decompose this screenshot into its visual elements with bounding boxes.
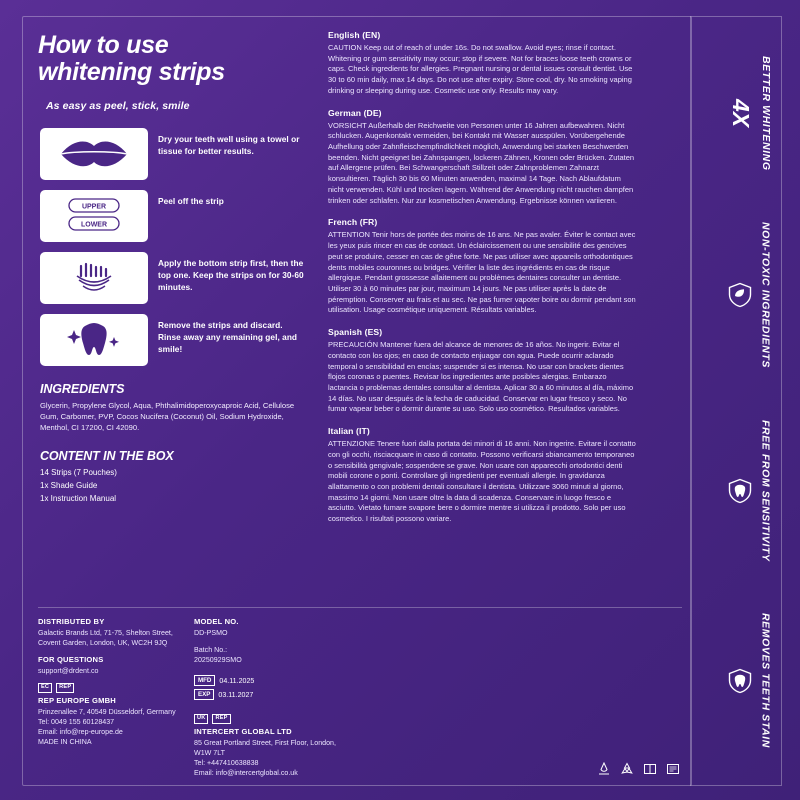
- step-text: Dry your teeth well using a towel or tissue for better results.: [158, 134, 300, 156]
- footer-block: [38, 607, 682, 778]
- manual-icon: [643, 762, 657, 776]
- svg-text:LOWER: LOWER: [80, 221, 108, 229]
- step-thumbnail: [40, 252, 148, 304]
- tooth-sparkle-icon: [727, 668, 753, 694]
- ec-rep-email: Email: info@rep-europe.de: [38, 727, 123, 736]
- uk-rep-tel: Tel: +447410638838: [194, 758, 259, 767]
- language-heading: German (DE): [328, 107, 382, 118]
- distributor-column: [38, 617, 178, 778]
- step-text: Apply the bottom strip first, then the top one. Keep the strips on for 30-60 minutes.: [158, 258, 304, 292]
- leaf-shield-icon: [727, 282, 753, 308]
- uk-rep-email: Email: info@intercertglobal.co.uk: [194, 768, 298, 777]
- recycle-icon: [620, 762, 634, 776]
- benefits-panel: [706, 30, 792, 774]
- language-body: PRECAUCIÓN Mantener fuera del alcance de menores de 16 años. No ingerir. Evitar el contacto con los ojos; en caso de contacto enjuagar con agua. Puede ocurrir aclarado temporal o sensibilidad en encías; suspender si es intensa. No usar con brackets dientes flojos coronas o puentes. Revisar los ingredientes ante posibles alergias. Embarazo lactancia o problemas dentales consultar al dentista. Aplicar 30 a 60 minutos al día, máximo 14 días. No usar después de la fecha de caducidad. Conservar en lugar fresco y seco. No fumar vapear beber o dormir durante su uso. Solo uso cosmético. Resultados variables.: [328, 340, 634, 414]
- hands-applying-strip-icon: [57, 258, 131, 298]
- warnings-column: [328, 30, 638, 536]
- exp-row: [194, 689, 354, 700]
- rep-tag: REP: [56, 683, 74, 693]
- language-block-fr: [328, 217, 638, 316]
- step-item: [40, 190, 306, 242]
- batch-value: 20250929SMO: [194, 656, 242, 665]
- step-item: [40, 128, 306, 180]
- keep-dry-icon: [597, 762, 611, 776]
- benefit-label: BETTER WHITENING: [760, 55, 772, 171]
- box-contents-heading: CONTENT IN THE BOX: [40, 449, 174, 463]
- step-text: Peel off the strip: [158, 196, 224, 206]
- ec-rep-tags: [38, 683, 178, 693]
- rep-tag: REP: [212, 714, 230, 724]
- uk-rep-address: 85 Great Portland Street, First Floor, London, W1W 7LT: [194, 738, 336, 757]
- box-contents-list: [40, 467, 306, 505]
- ec-rep-address: Prinzenallee 7, 40549 Düsseldorf, Germany: [38, 707, 176, 716]
- page-title: [38, 32, 306, 86]
- mfd-value: 04.11.2025: [219, 676, 255, 685]
- tooth-shield-icon: [727, 478, 753, 504]
- ingredients-text: Glycerin, Propylene Glycol, Aqua, Phthalimidoperoxycaproic Acid, Cellulose Gum, Carbomer, PVP, Cocos Nucifera (Coconut) Oil, Sodium Hydroxide, Menthol, CI 17200, CI 42090.: [40, 401, 295, 432]
- step-thumbnail: [40, 128, 148, 180]
- benefit-label: FREE FROM SENSITIVITY: [759, 419, 772, 562]
- distributed-by-text: Galactic Brands Ltd, 71-75, Shelton Street, Covent Garden, London, UK, WC2H 9JQ: [38, 628, 173, 648]
- distributed-by-label: DISTRIBUTED BY: [38, 616, 105, 626]
- ec-rep-tel: Tel: 0049 155 60128437: [38, 717, 115, 726]
- benefit-label: NON-TOXIC INGREDIENTS: [759, 222, 772, 369]
- page-subtitle: As easy as peel, stick, smile: [46, 100, 190, 112]
- ingredients-heading: INGREDIENTS: [40, 382, 125, 396]
- step-item: [40, 314, 306, 366]
- info-leaflet-icon: [666, 762, 680, 776]
- upper-lower-strip-icon: [57, 196, 131, 236]
- instructions-column: [38, 30, 306, 536]
- list-item: 14 Strips (7 Pouches): [40, 468, 117, 477]
- list-item: 1x Shade Guide: [40, 480, 98, 490]
- page-title-line1: How to use: [38, 31, 169, 59]
- language-body: ATTENZIONE Tenere fuori dalla portata dei minori di 16 anni. Non ingerire. Evitare il contatto con gli occhi, risciacquare in caso di contatto. Possono verificarsi sbiancamento temporaneo o sensibilità gengivale; sospendere se grave. Non usare con apparecchi ortodontici denti mobili corone o ponti. Controllare gli ingredienti per eventuali allergie. In gravidanza allattamento o con problemi dentali consultare il dentista. Utilizzare 3060 minuti al giorno, massimo 14 giorni. Non usare oltre la data di scadenza. Conservare in luogo fresco e asciutto. Vietato fumare svapore bere o dormire mentre si utilizza il prodotto. Solo per uso cosmetico. I risultati possono variare.: [328, 439, 636, 524]
- benefit-item: [727, 613, 770, 748]
- sparkling-tooth-icon: [57, 320, 131, 360]
- benefit-item: [727, 222, 770, 368]
- questions-text: support@drdent.co: [38, 667, 99, 676]
- language-block-es: [328, 327, 638, 415]
- page-title-line2: whitening strips: [38, 58, 225, 86]
- language-heading: Spanish (ES): [328, 327, 383, 338]
- language-heading: Italian (IT): [328, 426, 370, 437]
- uk-tag: UK: [194, 714, 208, 724]
- language-block-en: [328, 30, 638, 97]
- language-block-it: [328, 426, 638, 525]
- benefit-item: [727, 56, 771, 171]
- benefit-item: [727, 420, 770, 562]
- questions-label: FOR QUESTIONS: [38, 655, 104, 665]
- model-column: [194, 617, 354, 778]
- uk-rep-name: INTERCERT GLOBAL LTD: [194, 726, 292, 736]
- language-heading: English (EN): [328, 30, 381, 40]
- ec-rep-name: REP EUROPE GMBH: [38, 695, 116, 705]
- mfd-row: [194, 675, 354, 686]
- model-no-label: MODEL NO.: [194, 616, 239, 626]
- svg-text:UPPER: UPPER: [81, 203, 107, 211]
- language-heading: French (FR): [328, 217, 378, 228]
- lips-icon: [57, 137, 131, 171]
- language-body: VORSICHT Außerhalb der Reichweite von Personen unter 16 Jahren aufbewahren. Nicht schlucken. Augenkontakt vermeiden, bei Kontakt mit Wasser ausspülen. Vorübergehende Aufhellung oder Zahnfleischempfindlichkeit möglich, Anwendung bei starken Beschwerden beenden. Nicht geeignet bei Zahnspangen, lockeren Zähnen, Kronen oder Brücken. Zutaten auf Allergene prüfen. Bei Schwangerschaft Stillzeit oder Zahnproblemen Zahnarzt konsultieren. Täglich 30 bis 60 Minuten anwenden, maximal 14 Tage. Nach Ablaufdatum nicht verwenden. Kühl und trocken lagern. Während der Anwendung nicht rauchen dampfen trinken oder schlafen. Nur zur kosmetischen Anwendung. Ergebnisse können variieren.: [328, 120, 635, 205]
- step-text: Remove the strips and discard. Rinse away any remaining gel, and smile!: [158, 320, 298, 354]
- made-in-text: MADE IN CHINA: [38, 737, 92, 746]
- compliance-icons: [597, 762, 680, 776]
- list-item: 1x Instruction Manual: [40, 493, 117, 503]
- step-item: [40, 252, 306, 304]
- steps-list: [40, 128, 306, 366]
- language-body: CAUTION Keep out of reach of under 16s. Do not swallow. Avoid eyes; rinse if contact. Whitening or gum sensitivity may occur; stop if severe. Not for braces loose teeth crowns or caps. Check ingredients for allergies. Pregnant nursing or dental issues consult dentist. Use 30 to 60 min daily, max 14 days. Do not use after expiry. Store cool, dry. No smoking vaping drinking or sleeping during use. Cosmetic use only. Results may vary.: [328, 43, 633, 95]
- uk-rep-tags: [194, 714, 354, 724]
- batch-label: Batch No.:: [194, 646, 228, 655]
- language-body: ATTENTION Tenir hors de portée des moins de 16 ans. Ne pas avaler. Éviter le contact avec les yeux puis rincer en cas de contact. Un éclaircissement ou une sensibilité des gencives peut se produire, cesser en cas de gêne forte. Ne pas utiliser avec appareils orthodontiques dents mobiles couronnes ou bridges. Vérifier la liste des ingrédients en cas de risque allergique. Pendant grossesse allaitement ou problèmes dentaires consulter un dentiste. Utiliser 30 à 60 minutes par jour, maximum 14 jours. Ne pas utiliser après la date de péremption. Conserver au frais et au sec. Ne pas fumer vapoter boire ou dormir pendant son utilisation. Usage cosmétique uniquement. Résultats variables.: [328, 230, 636, 315]
- model-no-value: DD-PSMO: [194, 628, 228, 637]
- ec-tag: EC: [38, 683, 52, 693]
- exp-tag: EXP: [194, 689, 214, 700]
- benefit-label: REMOVES TEETH STAIN: [759, 613, 772, 749]
- language-block-de: [328, 108, 638, 207]
- step-thumbnail: [40, 314, 148, 366]
- four-x-icon: 4X: [727, 99, 754, 128]
- step-thumbnail: [40, 190, 148, 242]
- exp-value: 03.11.2027: [218, 690, 254, 699]
- mfd-tag: MFD: [194, 675, 215, 686]
